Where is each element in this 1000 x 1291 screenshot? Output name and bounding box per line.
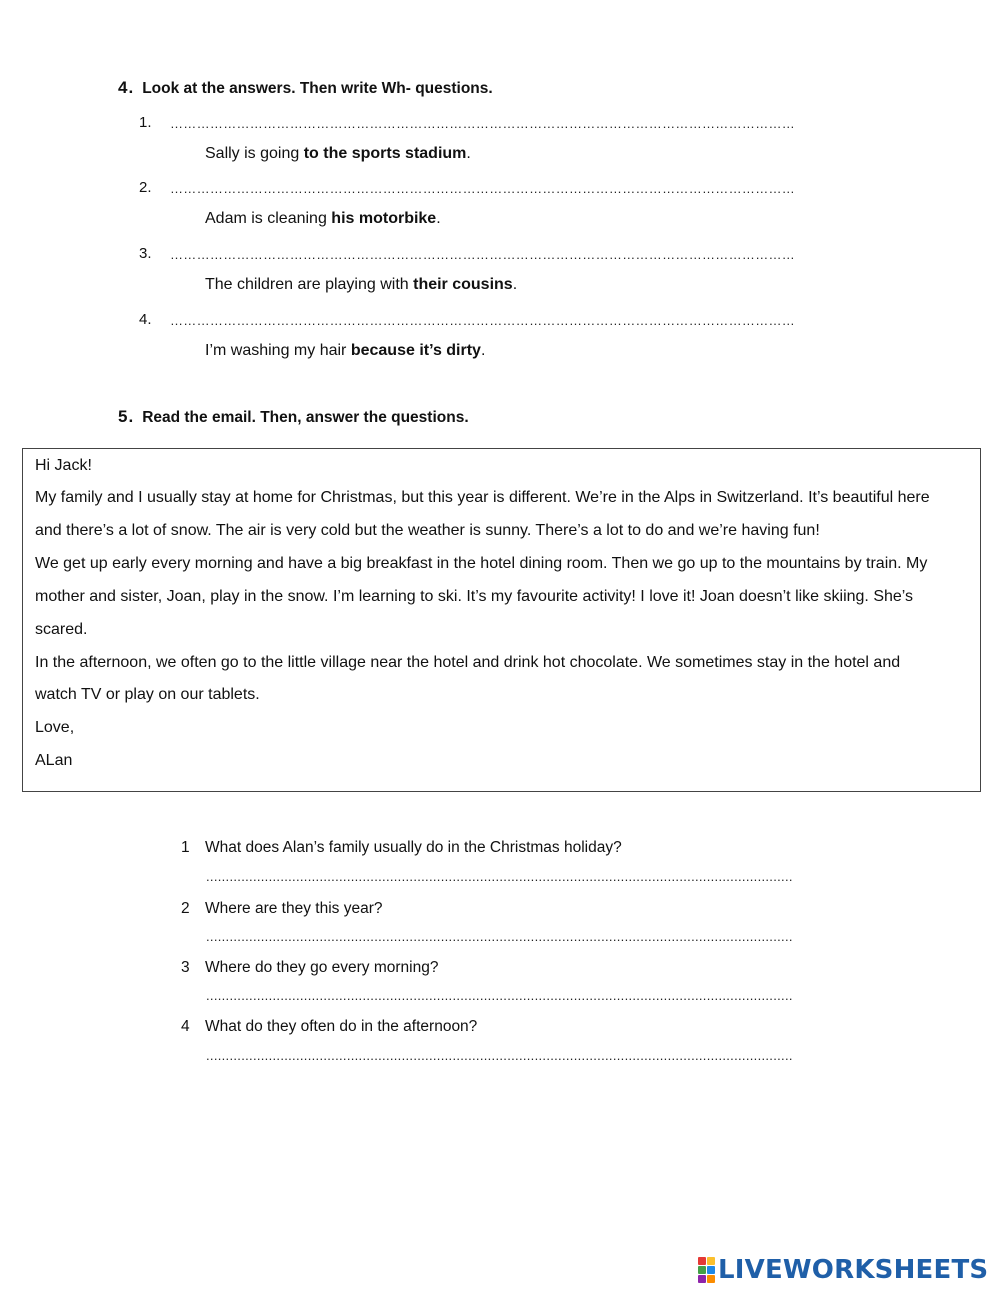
- logo-tile: [707, 1257, 715, 1265]
- section-4-title: Look at the answers. Then write Wh- questions.: [142, 80, 493, 97]
- question-3-number: 3: [181, 959, 190, 976]
- question-3-answer-line[interactable]: ......................................................................................................................................................: [206, 988, 793, 1003]
- item-2-answer-end: .: [436, 210, 441, 227]
- section-5-title: Read the email. Then, answer the questions.: [142, 409, 469, 426]
- item-4-answer-bold: because it’s dirty: [350, 342, 481, 359]
- item-2-answer-line[interactable]: ……………………………………………………………………………………………………………………………: [170, 181, 796, 196]
- question-2-number: 2: [181, 900, 190, 917]
- question-2-text: Where are they this year?: [205, 900, 383, 917]
- email-box: [22, 448, 981, 792]
- item-1-number: 1.: [139, 114, 152, 131]
- item-1-answer: [205, 145, 471, 163]
- logo-tiles-icon: [698, 1257, 715, 1283]
- item-4-answer-line[interactable]: ……………………………………………………………………………………………………………………………: [170, 313, 796, 328]
- question-3-text: Where do they go every morning?: [205, 959, 439, 976]
- email-signature: ALan: [35, 752, 73, 769]
- item-4-answer-text: I’m washing my hair: [205, 342, 351, 359]
- section-5-heading: [118, 407, 469, 427]
- section-4-number: 4.: [118, 78, 135, 97]
- item-2-answer-bold: his motorbike: [331, 210, 437, 227]
- item-4-answer: [205, 342, 485, 360]
- question-1-text: What does Alan’s family usually do in the Christmas holiday?: [205, 839, 622, 856]
- question-4: [181, 1018, 477, 1036]
- item-1-answer-line[interactable]: ……………………………………………………………………………………………………………………………: [170, 116, 796, 131]
- question-4-number: 4: [181, 1018, 190, 1035]
- item-3-answer-text: The children are playing with: [205, 276, 414, 293]
- question-1-number: 1: [181, 839, 190, 856]
- item-1-answer-text: Sally is going: [205, 145, 304, 162]
- logo-tile: [698, 1257, 706, 1265]
- email-line: and there’s a lot of snow. The air is very cold but the weather is sunny. There’s a lot to do and we’re having fun!: [35, 522, 820, 539]
- item-2-answer-text: Adam is cleaning: [205, 210, 332, 227]
- logo-tile: [698, 1266, 706, 1274]
- question-2-answer-line[interactable]: ......................................................................................................................................................: [206, 929, 793, 944]
- question-1: [181, 839, 622, 857]
- logo-tile: [707, 1275, 715, 1283]
- email-line: scared.: [35, 621, 88, 638]
- item-4-number: 4.: [139, 311, 152, 328]
- question-4-answer-line[interactable]: ......................................................................................................................................................: [206, 1048, 793, 1063]
- liveworksheets-logo: [698, 1255, 988, 1285]
- item-2-answer: [205, 210, 441, 228]
- item-2-number: 2.: [139, 179, 152, 196]
- email-line: watch TV or play on our tablets.: [35, 686, 260, 703]
- item-1-answer-bold: to the sports stadium: [303, 145, 467, 162]
- email-greeting: Hi Jack!: [35, 457, 92, 474]
- logo-tile: [707, 1266, 715, 1274]
- logo-text: LIVEWORKSHEETS: [718, 1255, 989, 1285]
- question-4-text: What do they often do in the afternoon?: [205, 1018, 478, 1035]
- email-line: mother and sister, Joan, play in the snow. I’m learning to ski. It’s my favourite activity! I love it! Joan doesn’t like skiing. She’s: [35, 588, 914, 605]
- item-3-number: 3.: [139, 245, 152, 262]
- item-3-answer-line[interactable]: ……………………………………………………………………………………………………………………………: [170, 247, 796, 262]
- item-1-answer-end: .: [466, 145, 471, 162]
- logo-tile: [698, 1275, 706, 1283]
- item-4-answer-end: .: [480, 342, 486, 359]
- question-3: [181, 959, 438, 977]
- email-signoff: Love,: [35, 719, 75, 736]
- item-3-answer: [205, 276, 517, 294]
- question-1-answer-line[interactable]: ......................................................................................................................................................: [206, 869, 793, 884]
- section-5-number: 5.: [118, 407, 135, 426]
- section-4-heading: [118, 78, 493, 98]
- email-line: In the afternoon, we often go to the little village near the hotel and drink hot chocolate. We sometimes stay in the hotel and: [35, 654, 901, 671]
- item-3-answer-bold: their cousins: [413, 276, 513, 293]
- item-3-answer-end: .: [512, 276, 518, 293]
- question-2: [181, 900, 382, 918]
- email-line: We get up early every morning and have a big breakfast in the hotel dining room. Then we go up to the mountains by train. My: [35, 555, 928, 572]
- email-line: My family and I usually stay at home for Christmas, but this year is different. We’re in the Alps in Switzerland. It’s beautiful here: [35, 489, 930, 506]
